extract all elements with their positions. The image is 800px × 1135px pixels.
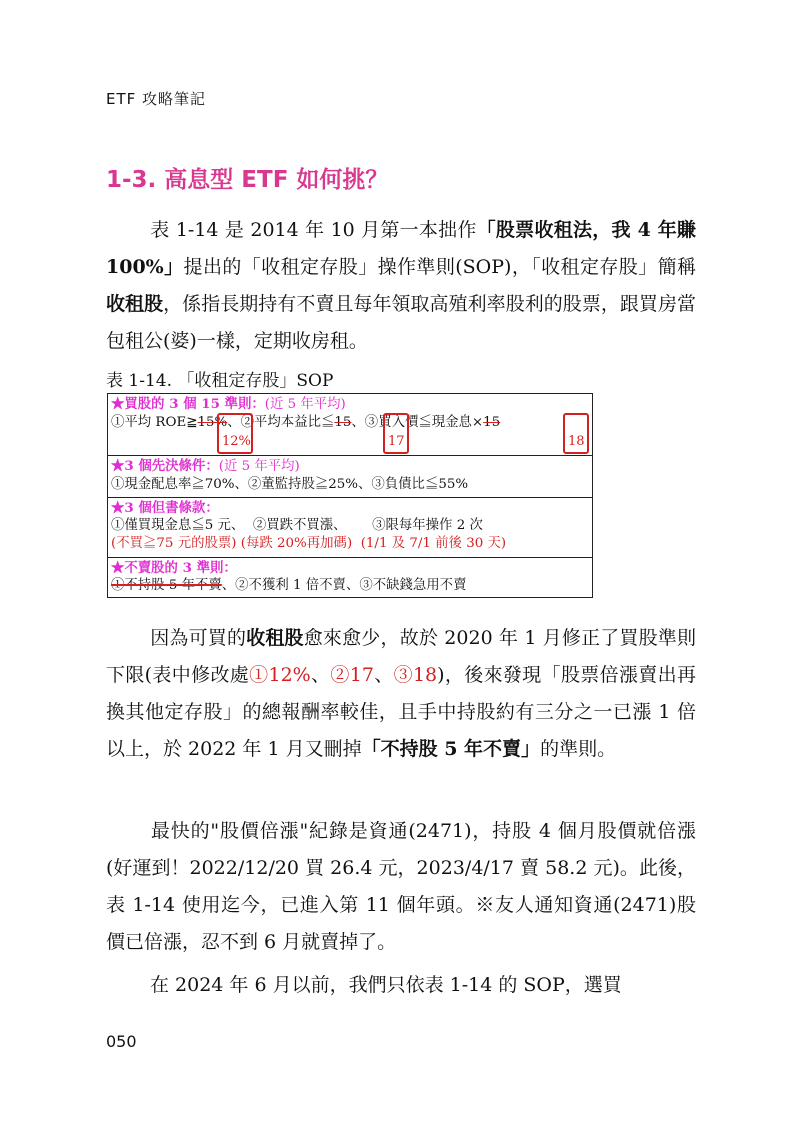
paragraph-intro <box>106 212 696 360</box>
old-pe: 15 <box>334 415 352 430</box>
para4-text: 在 2024 年 6 月以前，我們只依表 1-14 的 SOP，選買 <box>150 974 622 996</box>
row4-heading: ★不賣股的 3 準則： <box>111 560 237 576</box>
new-pe-value: 17 <box>388 434 405 449</box>
running-header: ETF 攻略筆記 <box>106 90 207 108</box>
row1-heading: ★買股的 3 個 15 準則： <box>111 396 265 412</box>
proviso-1-note: (不買≧75 元的股票) <box>111 536 237 551</box>
para2-term: 收租股 <box>246 627 304 649</box>
book-title: 「股票收租法，我 4 年賺 100%」 <box>106 219 696 278</box>
row4-body: 、②不獲利 1 倍不賣、③不缺錢急用不賣 <box>221 578 467 593</box>
revised-value-2: ②17 <box>330 664 374 686</box>
proviso-2-note: (每跌 20%再加碼) <box>240 536 353 551</box>
paragraph-continue <box>106 967 696 1004</box>
proviso-2: ②買跌不買漲、 <box>252 518 347 533</box>
struck-rule: ①不持股 5 年不賣 <box>111 578 222 593</box>
proviso-3: ③限每年操作 2 次 <box>372 518 483 533</box>
page-number: 050 <box>106 1032 137 1051</box>
removed-rule: 「不持股 5 年不賣」 <box>361 738 541 760</box>
sep-2: 、 <box>373 664 394 686</box>
proviso-1: ①僅買現金息≦5 元、 <box>111 518 245 533</box>
row2-heading: ★3 個先決條件： <box>111 458 219 474</box>
table-row-buy-rules <box>108 394 592 456</box>
term-shouzugu: 收租股 <box>106 293 164 315</box>
para1-text-c: 提出的「收租定存股」操作準則(SOP)，「收租定存股」簡稱 <box>183 256 696 278</box>
paragraph-record <box>106 813 696 961</box>
paragraph-revision <box>106 620 696 768</box>
row3-heading: ★3 個但書條款： <box>111 500 219 516</box>
para3-text: 最快的"股價倍漲"紀錄是資通(2471)，持股 4 個月股價就倍漲(好運到！2022/12/20 買 26.4 元，2023/4/17 賣 58.2 元)。此後，表 1-14 使用迄今，已進入第 11 個年頭。※友人通知資通(2471)股價已倍漲，忍不到 6 月就賣掉了。 <box>106 820 696 953</box>
para2-text-d: )，後來發現「股票倍漲賣出再換其他定存股」的總報酬率較佳，且手中持股約有三分之一已漲 1 倍以上，於 2022 年 1 月又刪掉 <box>106 664 696 760</box>
para2-text-c: 愈來愈少，故於 2020 年 1 月修正了買股準則下限(表中修改處 <box>106 627 696 686</box>
new-roe-value: 12% <box>222 434 251 449</box>
revised-value-1: ①12% <box>249 664 311 686</box>
table-caption: 表 1-14. 「收租定存股」SOP <box>106 371 334 391</box>
para2-text-a: 因為可買的 <box>150 627 247 649</box>
para1-text-e: ，係指長期持有不賣且每年領取高殖利率股利的股票，跟買房當包租公(婆)一樣，定期收房租。 <box>106 293 696 352</box>
section-heading: 1-3. 高息型 ETF 如何挑？ <box>106 167 389 193</box>
proviso-3-note: (1/1 及 7/1 前後 30 天) <box>360 536 507 551</box>
row1-note: (近 5 年平均) <box>264 397 346 412</box>
new-yield-value: 18 <box>568 434 585 449</box>
table-row-sell-rules <box>108 558 592 596</box>
row2-note: (近 5 年平均) <box>218 459 300 474</box>
para2-text-f: 的準則。 <box>540 738 617 760</box>
para1-text-a: 表 1-14 是 2014 年 10 月第一本拙作 <box>150 219 477 241</box>
sep-1: 、 <box>310 664 331 686</box>
old-yield: 15 <box>483 415 501 430</box>
old-roe: 15% <box>197 415 228 430</box>
row2-body: ①現金配息率≧70%、②董監持股≧25%、③負債比≦55% <box>111 477 469 492</box>
row1-rule1: ①平均 ROE≧ <box>111 415 198 430</box>
revised-value-3: ③18 <box>393 664 438 686</box>
sop-table <box>107 393 593 598</box>
row1-rule2: 、②平均本益比≦ <box>227 415 335 430</box>
row1-rule3: 、③買入價≦現金息× <box>351 415 484 430</box>
table-row-provisos <box>108 498 592 558</box>
table-row-prerequisites <box>108 456 592 498</box>
